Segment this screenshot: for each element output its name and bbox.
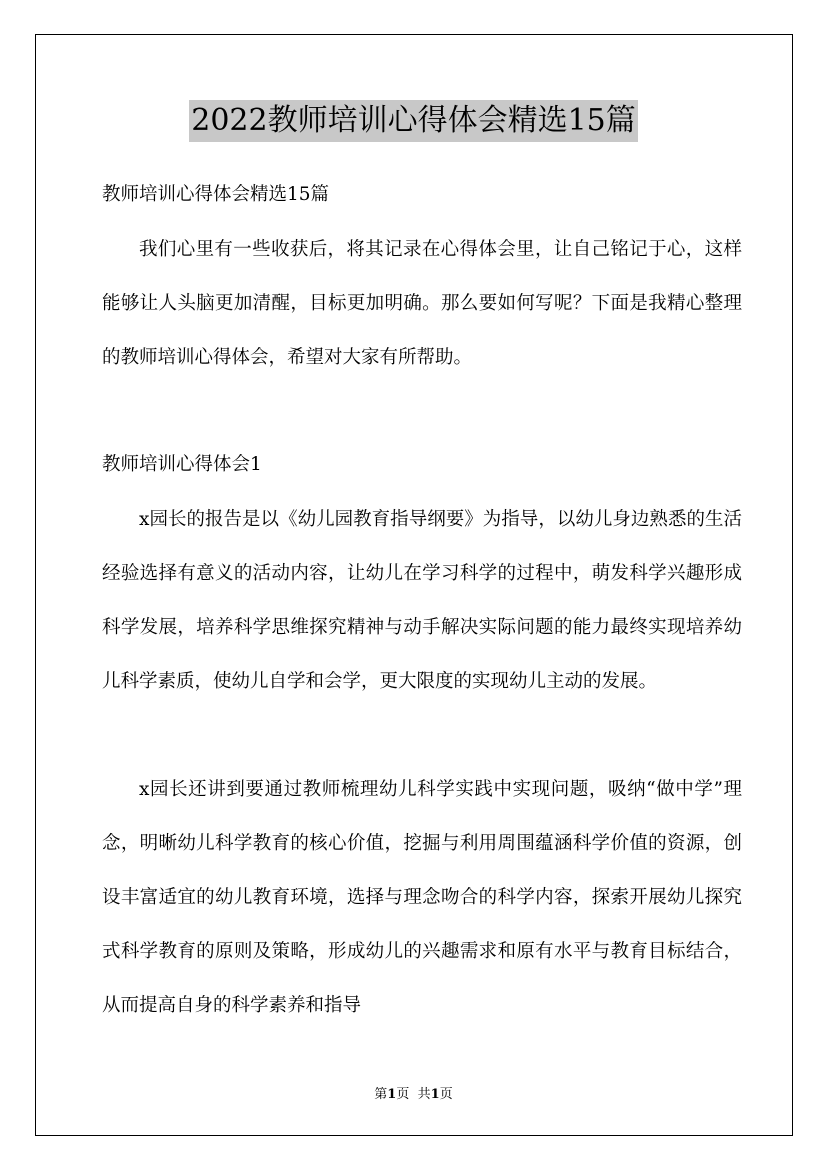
document-subtitle: 教师培训心得体会精选15篇 (102, 184, 330, 205)
footer-total-prefix: 共 (417, 1087, 431, 1102)
page-footer (0, 1083, 827, 1102)
section-heading: 教师培训心得体会1 (102, 454, 262, 475)
document-title: 2022教师培训心得体会精选15篇 (189, 100, 638, 142)
body-paragraph-2: x园长还讲到要通过教师梳理幼儿科学实践中实现问题，吸纳“做中学”理念，明晰幼儿科学教育的核心价值，挖掘与利用周围蕴涵科学价值的资源，创设丰富适宜的幼儿教育环境，选择与理念吻合的科学内容，探索开展幼儿探究式科学教育的原则及策略，形成幼儿的兴趣需求和原有水平与教育目标结合，从而提高自身的科学素养和指导 (102, 779, 742, 1016)
body-paragraph-1: x园长的报告是以《幼儿园教育指导纲要》为指导，以幼儿身边熟悉的生活经验选择有意义的活动内容，让幼儿在学习科学的过程中，萌发科学兴趣形成科学发展，培养科学思维探究精神与动手解决实际问题的能力最终实现培养幼儿科学素质，使幼儿自学和会学，更大限度的实现幼儿主动的发展。 (102, 509, 742, 692)
footer-total-suffix: 页 (439, 1087, 453, 1102)
footer-total-number: 1 (430, 1087, 440, 1102)
footer-page-prefix: 第 (374, 1087, 388, 1102)
footer-page-number: 1 (387, 1087, 397, 1102)
footer-page-suffix: 页 (396, 1087, 410, 1102)
title-wrap (0, 100, 827, 142)
intro-paragraph: 我们心里有一些收获后，将其记录在心得体会里，让自己铭记于心，这样能够让人头脑更加清醒，目标更加明确。那么要如何写呢？下面是我精心整理的教师培训心得体会，希望对大家有所帮助。 (102, 239, 742, 368)
